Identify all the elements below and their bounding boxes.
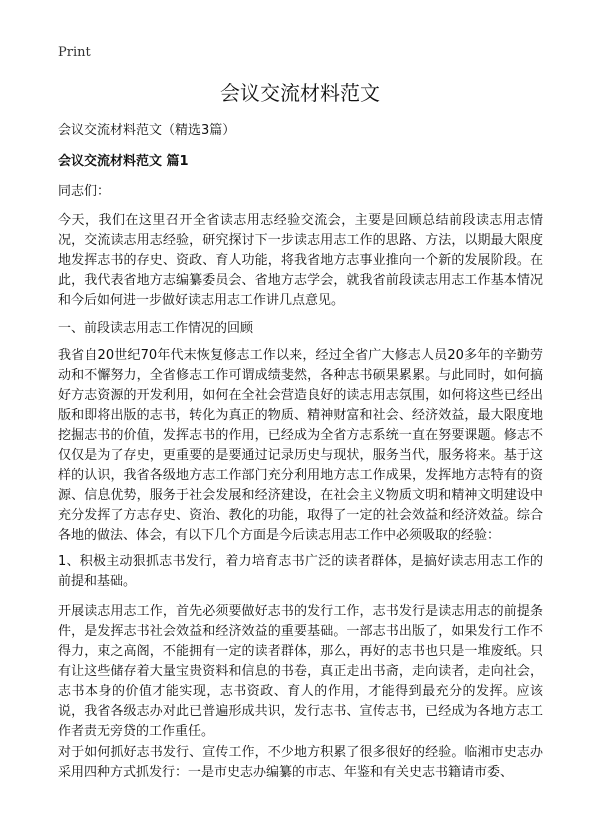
body-paragraph-intro: 今天，我们在这里召开全省读志用志经验交流会，主要是回顾总结前段读志用志情况，交流读志用志经验，研究探讨下一步读志用志工作的思路、方法，以期最大限度地发挥志书的存史、资政、育人功能，将我省地方志事业推向一个新的发展阶段。在此，我代表省地方志编纂委员会、省地方志学会，就我省前段读志用志工作基本情况和今后如何进一步做好读志用志工作讲几点意见。 (58, 213, 543, 308)
document-subtitle: 会议交流材料范文（精选3篇） (58, 123, 236, 138)
section-heading-review: 一、前段读志用志工作情况的回顾 (58, 321, 254, 336)
body-paragraph-experience: 对于如何抓好志书发行、宣传工作，不少地方积累了很多很好的经验。临湘市史志办采用四种方式抓发行：一是市史志办编纂的市志、年鉴和有关史志书籍请市委、 (58, 745, 543, 780)
print-link[interactable]: Print (58, 45, 91, 60)
subsection-heading-distribution: 1、积极主动狠抓志书发行，着力培育志书广泛的读者群体，是搞好读志用志工作的前提和基础。 (58, 554, 543, 589)
document-title: 会议交流材料范文 (220, 81, 380, 105)
section-heading: 会议交流材料范文 篇1 (58, 154, 189, 169)
body-paragraph-review: 我省自20世纪70年代末恢复修志工作以来，经过全省广大修志人员20多年的辛勤劳动和不懈努力，全省修志工作可谓成绩斐然，各种志书硕果累累。与此同时，如何搞好方志资源的开发利用，如何在全社会营造良好的读志用志氛围，如何将这些已经出版和即将出版的志书，转化为真正的物质、精神财富和社会、经济效益，最大限度地挖掘志书的价值，发挥志书的作用，已经成为全省方志系统一直在努要课题。修志不仅仅是为了存史，更重要的是要通过记录历史与现状，服务当代，服务将来。基于这样的认识，我省各级地方志工作部门充分利用地方志工作成果，发挥地方志特有的资源、信息优势，服务于社会发展和经济建设，在社会主义物质文明和精神文明建设中充分发挥了方志存史、资治、教化的功能，取得了一定的社会效益和经济效益。综合各地的做法、体会，有以下几个方面是今后读志用志工作中必须吸取的经验： (58, 348, 543, 543)
greeting: 同志们： (58, 184, 111, 199)
body-paragraph-distribution: 开展读志用志工作，首先必须要做好志书的发行工作，志书发行是读志用志的前提条件，是发挥志书社会效益和经济效益的重要基础。一部志书出版了，如果发行工作不得力，束之高阁，不能拥有一定的读者群体，那么，再好的志书也只是一堆废纸。只有让这些储存着大量宝贵资料和信息的书卷，真正走出书斋，走向读者，走向社会，志书本身的价值才能实现，志书资政、育人的作用，才能得到最充分的发挥。应该说，我省各级志办对此已普遍形成共识，发行志书、宣传志书，已经成为各地方志工作者责无旁贷的工作重任。 (58, 604, 543, 739)
